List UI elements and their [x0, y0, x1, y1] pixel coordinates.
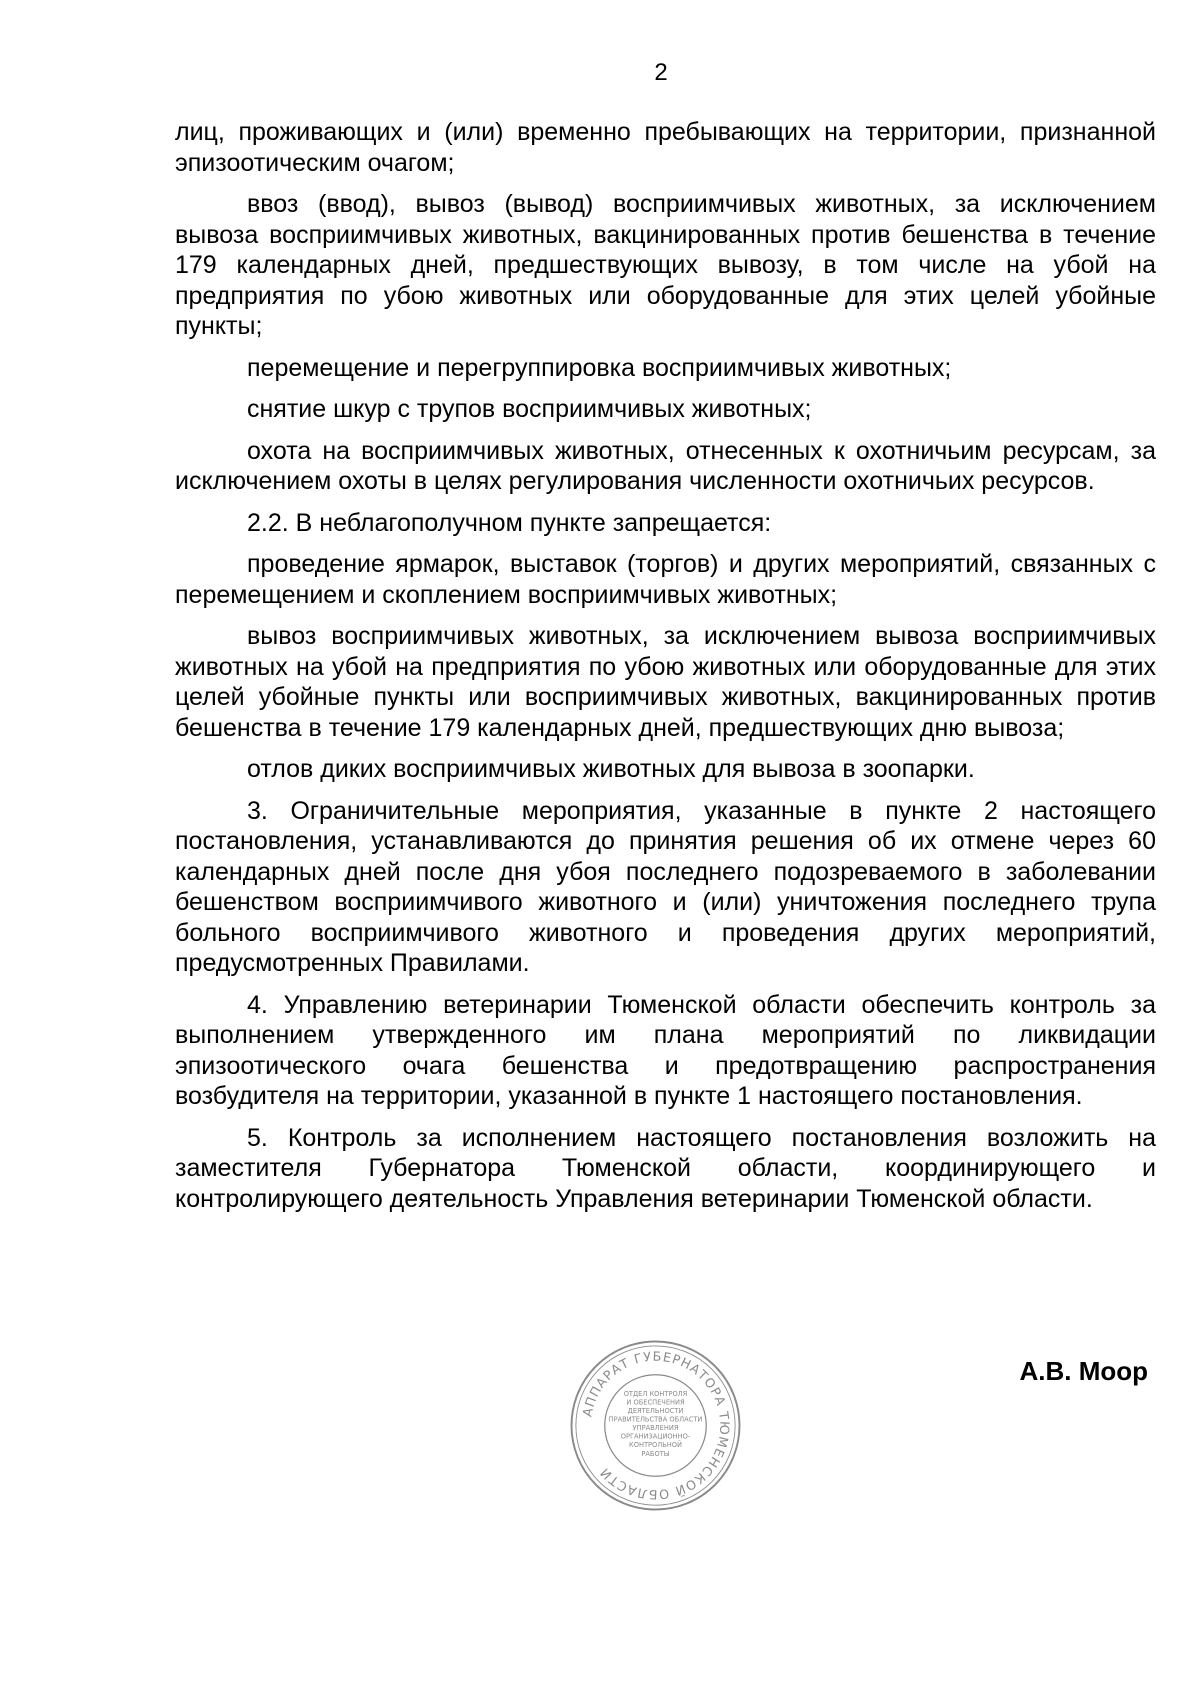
paragraph: лиц, проживающих и (или) временно пребывающих на территории, признанной эпизоотическим очагом;	[175, 118, 1156, 177]
document-body	[175, 117, 1156, 1225]
paragraph: 2.2. В неблагополучном пункте запрещается:	[247, 508, 772, 537]
seal-inner-line: ДЕЯТЕЛЬНОСТИ	[627, 1406, 684, 1415]
paragraph: снятие шкур с трупов восприимчивых животных;	[247, 395, 812, 423]
seal-inner-line: РАБОТЫ	[641, 1449, 670, 1458]
page-number: 2	[654, 59, 668, 86]
paragraph: перемещение и перегруппировка восприимчивых животных;	[247, 353, 952, 382]
seal-outer-textpath: АППАРАТ ГУБЕРНАТОРА ТЮМЕНСКОЙ ОБЛАСТИ	[579, 1348, 733, 1503]
paragraph: 5. Контроль за исполнением настоящего постановления возложить на заместителя Губернатора Тюменской области, координирующего и контролирующего деятельность Управления ветеринарии Тюменской области.	[175, 1123, 1156, 1213]
paragraph: охота на восприимчивых животных, отнесенных к охотничьим ресурсам, за исключением охоты в целях регулирования численности охотничьих ресурсов.	[175, 436, 1156, 495]
paragraph: ввоз (ввод), вывоз (вывод) восприимчивых животных, за исключением вывоза восприимчивых животных, вакцинированных против бешенства в течение 179 календарных дней, предшествующих вывозу, в том числе на убой на предприятия по убою животных или оборудованные для этих целей убойные пункты;	[175, 190, 1156, 340]
official-seal	[568, 1338, 743, 1513]
seal-inner-line: И ОБЕСПЕЧЕНИЯ	[626, 1398, 685, 1407]
paragraph: вывоз восприимчивых животных, за исключением вывоза восприимчивых животных на убой на предприятия по убою животных или оборудованные для этих целей убойные пункты или восприимчивых животных, вакцинированных против бешенства в течение 179 календарных дней, предшествующих дню вывоза;	[175, 622, 1156, 742]
signature-name: А.В. Моор	[1019, 1356, 1148, 1386]
seal-inner-line: КОНТРОЛЬНОЙ	[629, 1441, 682, 1450]
paragraph: отлов диких восприимчивых животных для вывоза в зоопарки.	[247, 755, 975, 783]
seal-inner-line: ОТДЕЛ КОНТРОЛЯ	[623, 1389, 688, 1398]
paragraph: 3. Ограничительные мероприятия, указанные в пункте 2 настоящего постановления, устанавливаются до принятия решения об их отмене через 60 календарных дней после дня убоя последнего подозреваемого в заболевании бешенством восприимчивого животного и (или) уничтожения последнего трупа больного восприимчивого животного и проведения других мероприятий, предусмотренных Правилами.	[175, 796, 1156, 977]
seal-inner-line: УПРАВЛЕНИЯ	[632, 1424, 679, 1433]
seal-inner-line: ОРГАНИЗАЦИОННО-	[620, 1432, 691, 1441]
seal-inner-line: ПРАВИТЕЛЬСТВА ОБЛАСТИ	[608, 1415, 703, 1424]
paragraph: проведение ярмарок, выставок (торгов) и других мероприятий, связанных с перемещением и скоплением восприимчивых животных;	[175, 550, 1156, 609]
seal-graphic	[568, 1338, 743, 1513]
seal-inner-text	[609, 1390, 703, 1458]
paragraph: 4. Управлению ветеринарии Тюменской области обеспечить контроль за выполнением утвержденного им плана мероприятий по ликвидации эпизоотического очага бешенства и предотвращению распространения возбудителя на территории, указанной в пункте 1 настоящего постановления.	[175, 990, 1156, 1110]
